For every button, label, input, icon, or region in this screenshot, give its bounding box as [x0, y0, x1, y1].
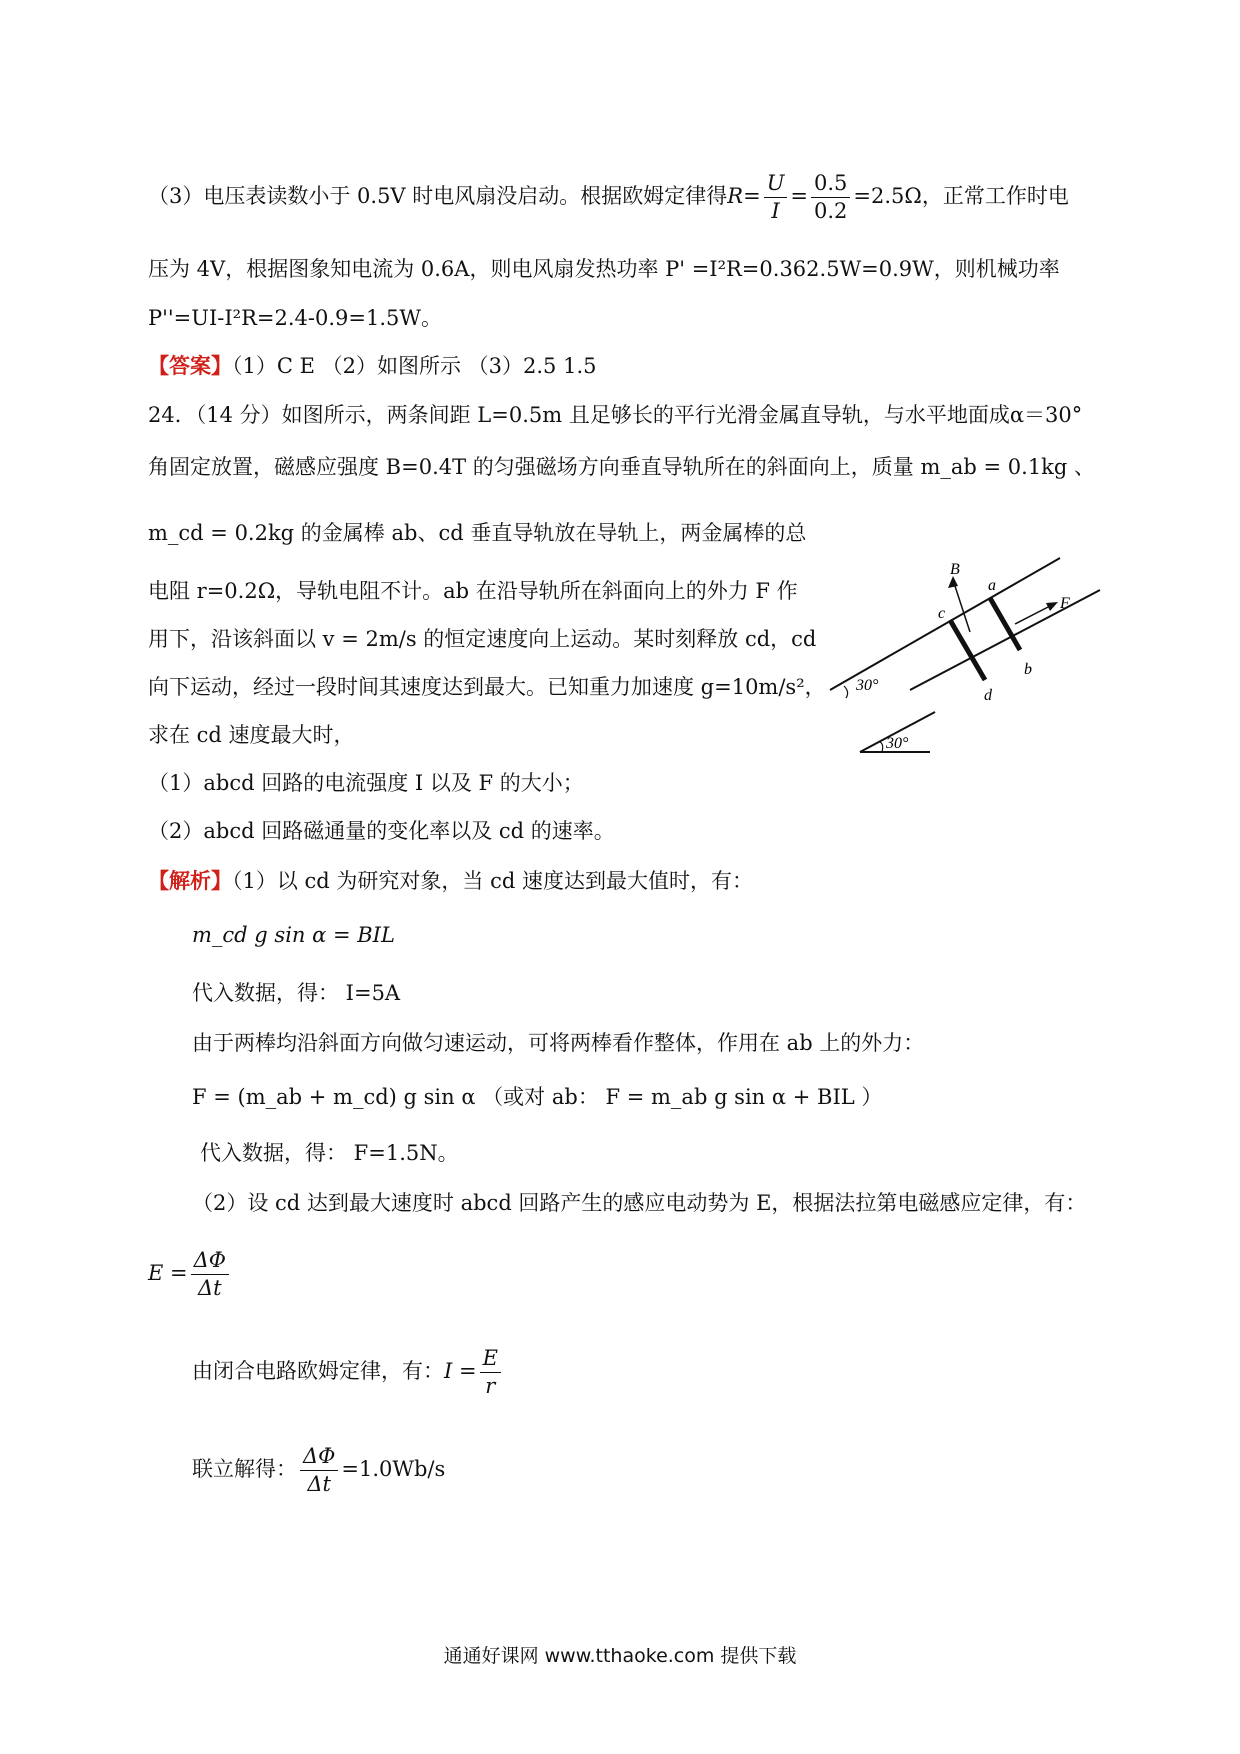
q24-line5: 用下，沿该斜面以 v = 2m/s 的恒定速度向上运动。某时刻释放 cd，cd [148, 627, 817, 651]
answer-line [148, 351, 596, 381]
q24-line3: m_cd = 0.2kg 的金属棒 ab、cd 垂直导轨放在导轨上，两金属棒的总 [148, 521, 807, 545]
solution-line1 [148, 866, 753, 896]
solution-line3: 代入数据，得： I=5A [192, 981, 401, 1005]
label-F: F [1060, 595, 1070, 612]
solution-tag: 【解析】 [148, 868, 232, 893]
label-b: b [1024, 661, 1032, 678]
solution-line7: （2）设 cd 达到最大速度时 abcd 回路产生的感应电动势为 E，根据法拉第电磁感应定律，有： [192, 1191, 1087, 1215]
label-B: B [950, 561, 960, 578]
q24-line6: 向下运动，经过一段时间其速度达到最大。已知重力加速度 g=10m/s²， [148, 675, 826, 699]
q24-line9: （2）abcd 回路磁通量的变化率以及 cd 的速率。 [148, 819, 615, 843]
f-arrowhead [1046, 602, 1058, 611]
frac-u: U [764, 173, 788, 198]
ohm-num: E [480, 1348, 501, 1373]
angle-arc-1 [844, 686, 848, 698]
emf-equation [148, 1250, 232, 1299]
q24-line4: 电阻 r=0.2Ω，导轨电阻不计。ab 在沿导轨所在斜面向上的外力 F 作 [148, 579, 798, 603]
angle-arc-2 [880, 742, 883, 752]
rod-cd [950, 620, 985, 680]
part3-line2: 压为 4V，根据图象知电流为 0.6A，则电风扇发热功率 P' =I²R=0.362.5W=0.9W，则机械功率 [148, 257, 1060, 281]
q24-line8: （1）abcd 回路的电流强度 I 以及 F 的大小； [148, 771, 584, 795]
label-c: c [938, 605, 946, 622]
joint-dphi: ΔΦ [300, 1446, 338, 1471]
joint-dt: Δt [307, 1472, 331, 1496]
dphi-dt-fraction [191, 1250, 229, 1299]
frac-num: 0.5 [811, 173, 850, 198]
solution-line6: 代入数据，得： F=1.5N。 [200, 1141, 459, 1165]
r-equals: R= [727, 184, 761, 208]
frac-den: 0.2 [814, 199, 848, 223]
page-footer: 通通好课网 www.tthaoke.com 提供下载 [443, 1645, 797, 1667]
answer-tag: 【答案】 [148, 353, 232, 378]
equation-1: m_cd g sin α = BIL [192, 923, 395, 947]
ohm-text: 由闭合电路欧姆定律，有： [192, 1359, 444, 1383]
joint-text: 联立解得： [192, 1457, 297, 1481]
joint-result [192, 1446, 445, 1495]
part3-line3: P''=UI-I²R=2.4-0.9=1.5W。 [148, 306, 442, 330]
num-fraction [811, 173, 850, 222]
angle-label-2: 30° [886, 735, 909, 752]
u-over-i [764, 173, 788, 222]
emf-lhs: E = [148, 1261, 188, 1285]
part3-line1: （3）电压表读数小于 0.5V 时电风扇没启动。根据欧姆定律得R= $\frac{U}{I}$ = $\frac{0.5}{0.2}$ =2.5Ω，正常工作时电 [148, 171, 1069, 223]
solution-line4: 由于两棒均沿斜面方向做匀速运动，可将两棒看作整体，作用在 ab 上的外力： [192, 1031, 925, 1055]
answer-text: （1）C E （2）如图所示 （3）2.5 1.5 [232, 354, 597, 378]
joint-value: =1.0Wb/s [341, 1457, 446, 1481]
e-over-r [480, 1348, 501, 1397]
part3-text: （3）电压表读数小于 0.5V 时电风扇没启动。根据欧姆定律得 [148, 184, 728, 208]
equation-2: F = (m_ab + m_cd) g sin α （或对 ab： F = m_ab g sin α + BIL ） [192, 1085, 883, 1109]
frac-i: I [771, 199, 780, 223]
dt: Δt [198, 1276, 222, 1300]
solution-s1: （1）以 cd 为研究对象，当 cd 速度达到最大值时，有： [232, 869, 753, 893]
q24-line2: 角固定放置，磁感应强度 B=0.4T 的匀强磁场方向垂直导轨所在的斜面向上，质量 m_ab = 0.1kg 、 [148, 455, 1096, 479]
b-field-arrow [953, 580, 970, 632]
q24-line7: 求在 cd 速度最大时， [148, 723, 355, 747]
joint-fraction [300, 1446, 338, 1495]
angle-label-1: 30° [856, 677, 879, 694]
label-a: a [988, 577, 996, 594]
f-force-arrow [1015, 605, 1052, 624]
ohm-den: r [485, 1374, 496, 1398]
ohm-lhs: I = [444, 1359, 477, 1383]
part3-result: =2.5Ω，正常工作时电 [853, 184, 1069, 208]
ohm-equation [192, 1348, 504, 1397]
incline-rails-figure [820, 550, 1180, 770]
q24-line1: 24．（14 分）如图所示，两条间距 L=0.5m 且足够长的平行光滑金属直导轨，与水平地面成α＝30° [148, 403, 1083, 427]
dphi: ΔΦ [191, 1250, 229, 1275]
label-d: d [984, 687, 992, 704]
